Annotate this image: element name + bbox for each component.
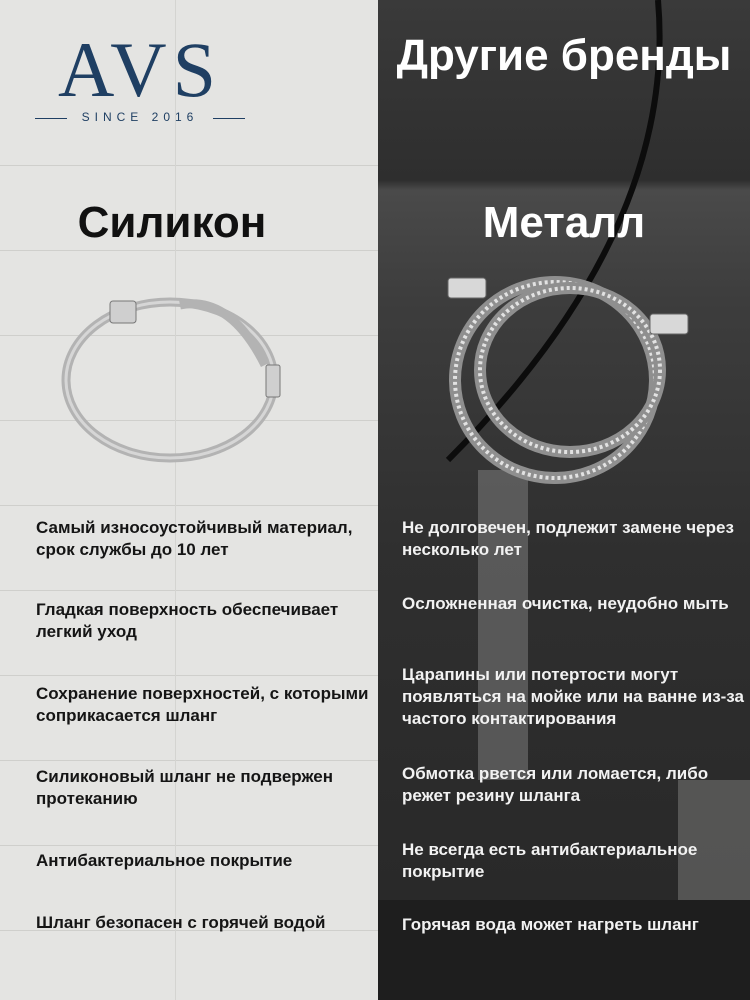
metal-title: Металл [482,198,646,247]
silicone-feature-item: Гладкая поверхность обеспечивает легкий уход [36,600,339,641]
tile-line [0,845,378,846]
silicone-feature-item: Силиконовый шланг не подвержен протеканию [36,767,333,808]
silicone-feature-item: Самый износоустойчивый материал, срок службы до 10 лет [36,518,353,559]
metal-feature-item: Царапины или потертости могут появляться на мойке или на ванне из-за частого контактирования [402,665,744,728]
metal-hose-icon [440,270,700,490]
silicone-feature-item: Антибактериальное покрытие [36,851,293,870]
tile-line [0,590,378,591]
tile-line [0,505,378,506]
tile-line [0,165,378,166]
silicone-feature-item: Шланг безопасен с горячей водой [36,913,326,932]
logo-text: AVS [58,26,222,113]
logo-divider [213,118,245,119]
tile-line [0,760,378,761]
metal-feature-item: Не всегда есть антибактериальное покрытие [402,840,698,881]
metal-feature-item: Не долговечен, подлежит замене через несколько лет [402,518,734,559]
brand-logo [35,26,245,130]
metal-feature-item: Осложненная очистка, неудобно мыть [402,594,729,613]
metal-feature-item: Обмотка рвется или ломается, либо режет резину шланга [402,764,709,805]
silicone-feature-item: Сохранение поверхностей, с которыми соприкасается шланг [36,684,369,725]
tile-line [0,250,378,251]
metal-feature-item: Горячая вода может нагреть шланг [402,915,699,934]
silicone-hose-icon [60,295,300,465]
tile-line [0,675,378,676]
logo-since: SINCE 2016 [81,110,199,124]
other-brands-heading: Другие бренды [396,31,732,80]
silicone-title: Силикон [77,198,267,247]
